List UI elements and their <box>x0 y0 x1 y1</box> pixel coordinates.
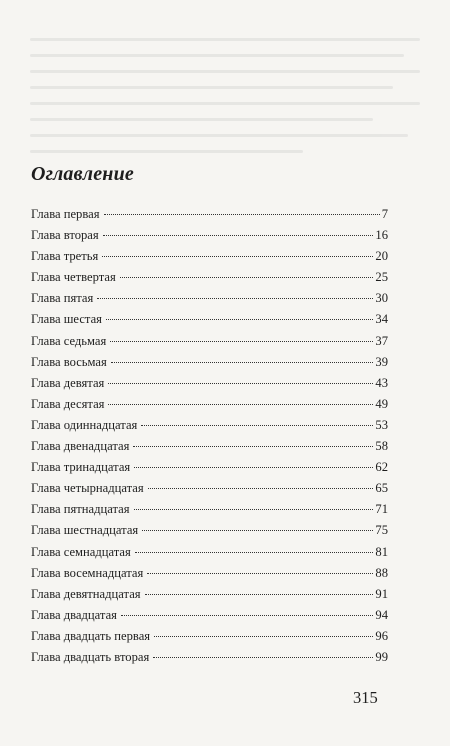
toc-entry-label: Глава третья <box>31 249 99 264</box>
toc-entry-page: 75 <box>375 523 388 538</box>
toc-entry-label: Глава восемнадцатая <box>31 565 144 580</box>
toc-entry-label: Глава тринадцатая <box>31 460 131 475</box>
toc-entry <box>31 545 388 566</box>
toc-entry <box>31 397 388 418</box>
toc-dot-leader <box>108 404 373 405</box>
toc-entry <box>31 650 388 671</box>
toc-entry-page: 65 <box>375 481 388 496</box>
toc-entry-label: Глава двадцатая <box>31 607 117 622</box>
toc-entry-page: 99 <box>375 649 388 664</box>
toc-dot-leader <box>135 552 374 553</box>
toc-entry <box>31 502 388 523</box>
toc-entry-page: 16 <box>375 228 388 243</box>
toc-entry-label: Глава двадцать вторая <box>31 649 150 664</box>
toc-entry <box>31 207 388 228</box>
toc-dot-leader <box>148 488 374 489</box>
toc-entry-label: Глава восьмая <box>31 354 107 369</box>
toc-entry-label: Глава пятнадцатая <box>31 502 130 517</box>
toc-entry-label: Глава седьмая <box>31 333 107 348</box>
toc-entry <box>31 439 388 460</box>
toc-dot-leader <box>134 467 373 468</box>
toc-entry-page: 91 <box>375 586 388 601</box>
toc-entry-label: Глава четвертая <box>31 270 116 285</box>
toc-dot-leader <box>154 636 373 637</box>
toc-entry <box>31 587 388 608</box>
toc-entry-label: Глава пятая <box>31 291 94 306</box>
toc-dot-leader <box>133 446 373 447</box>
toc-entry-label: Глава двенадцатая <box>31 439 130 454</box>
toc-dot-leader <box>106 319 373 320</box>
toc-entry-page: 58 <box>375 439 388 454</box>
toc-dot-leader <box>111 362 374 363</box>
toc-entry <box>31 481 388 502</box>
toc-entry-label: Глава девятая <box>31 375 105 390</box>
toc-entry-page: 25 <box>375 270 388 285</box>
toc-dot-leader <box>121 615 373 616</box>
toc-dot-leader <box>134 509 374 510</box>
toc-entry <box>31 291 388 312</box>
toc-dot-leader <box>104 214 380 215</box>
toc-entry-page: 49 <box>375 396 388 411</box>
toc-entry-label: Глава четырнадцатая <box>31 481 144 496</box>
toc-entry <box>31 376 388 397</box>
toc-dot-leader <box>120 277 374 278</box>
toc-entry <box>31 523 388 544</box>
toc-entry <box>31 355 388 376</box>
page-number: 315 <box>353 688 378 707</box>
toc-dot-leader <box>97 298 373 299</box>
toc-dot-leader <box>153 657 373 658</box>
toc-entry <box>31 312 388 333</box>
toc-entry <box>31 460 388 481</box>
toc-entry-label: Глава вторая <box>31 228 99 243</box>
toc-entry-label: Глава семнадцатая <box>31 544 131 559</box>
toc-entry-page: 34 <box>375 312 388 327</box>
page-title: Оглавление <box>31 163 135 185</box>
toc-dot-leader <box>108 383 373 384</box>
toc-entry <box>31 566 388 587</box>
toc-entry-page: 30 <box>375 291 388 306</box>
toc-entry-page: 7 <box>381 207 388 221</box>
toc-dot-leader <box>145 594 374 595</box>
toc-entry-page: 37 <box>375 333 388 348</box>
toc-entry-page: 43 <box>375 375 388 390</box>
toc-entry-label: Глава десятая <box>31 396 105 411</box>
toc-entry-label: Глава шестая <box>31 312 102 327</box>
toc-entry <box>31 228 388 249</box>
toc-entry-label: Глава одиннадцатая <box>31 417 138 432</box>
table-of-contents <box>31 207 388 671</box>
toc-entry-page: 71 <box>375 502 388 517</box>
toc-dot-leader <box>103 235 374 236</box>
toc-entry <box>31 608 388 629</box>
toc-entry-label: Глава первая <box>31 207 100 221</box>
toc-entry-page: 20 <box>375 249 388 264</box>
toc-entry-label: Глава девятнадцатая <box>31 586 141 601</box>
toc-dot-leader <box>102 256 373 257</box>
toc-entry-page: 96 <box>375 628 388 643</box>
toc-entry-page: 81 <box>375 544 388 559</box>
toc-entry-label: Глава двадцать первая <box>31 628 151 643</box>
toc-entry-page: 62 <box>375 460 388 475</box>
toc-dot-leader <box>141 425 373 426</box>
toc-entry <box>31 270 388 291</box>
toc-dot-leader <box>147 573 373 574</box>
toc-entry-page: 88 <box>375 565 388 580</box>
toc-dot-leader <box>142 530 373 531</box>
toc-entry-page: 94 <box>375 607 388 622</box>
toc-entry-page: 39 <box>375 354 388 369</box>
toc-entry-label: Глава шестнадцатая <box>31 523 139 538</box>
toc-entry <box>31 418 388 439</box>
toc-dot-leader <box>110 341 373 342</box>
toc-entry-page: 53 <box>375 417 388 432</box>
toc-entry <box>31 629 388 650</box>
toc-entry <box>31 334 388 355</box>
toc-entry <box>31 249 388 270</box>
